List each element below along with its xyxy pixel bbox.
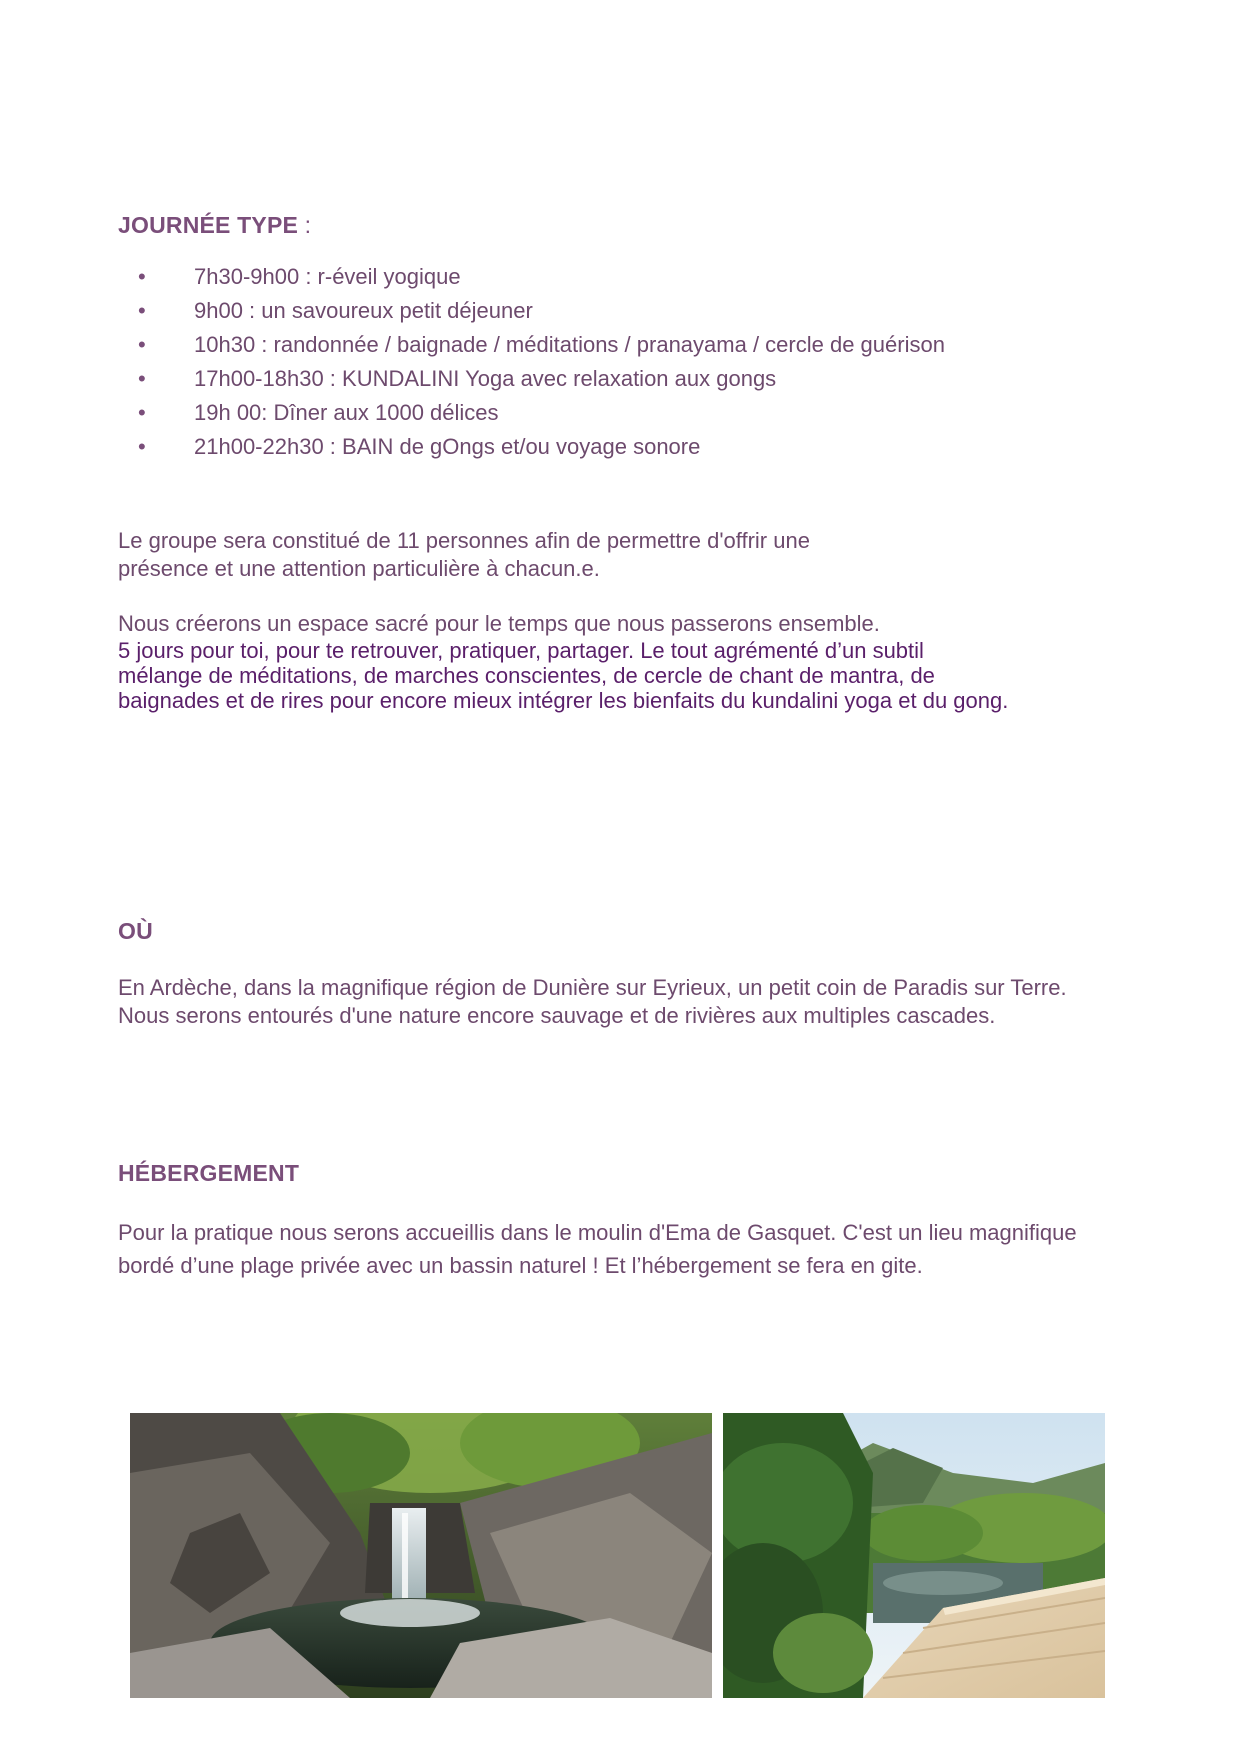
paragraph-hebergement xyxy=(118,1216,1148,1282)
waterfall-photo xyxy=(130,1413,712,1698)
schedule-list xyxy=(138,262,945,466)
paragraph-espace-sacre xyxy=(118,610,1148,638)
list-item-text: 21h00-22h30 : BAIN de gOngs et/ou voyage sonore xyxy=(194,434,701,459)
section-title-journee-type xyxy=(118,212,311,239)
list-item xyxy=(138,398,945,432)
river-deck-photo xyxy=(723,1413,1105,1698)
paragraph-line: En Ardèche, dans la magnifique région de Dunière sur Eyrieux, un petit coin de Paradis sur Terre. xyxy=(118,975,1067,1000)
paragraph-ou xyxy=(118,974,1148,1030)
list-item-text: 7h30-9h00 : r-éveil yogique xyxy=(194,264,461,289)
paragraph-line: 5 jours pour toi, pour te retrouver, pratiquer, partager. Le tout agrémenté d’un subtil xyxy=(118,638,924,663)
list-item xyxy=(138,364,945,398)
section-title-text: JOURNÉE TYPE xyxy=(118,212,299,238)
list-item xyxy=(138,432,945,466)
bullet-icon: • xyxy=(138,366,146,391)
paragraph-line: Pour la pratique nous serons accueillis dans le moulin d'Ema de Gasquet. C'est un lieu magnifique xyxy=(118,1220,1077,1245)
bullet-icon: • xyxy=(138,434,146,459)
section-title-colon: : xyxy=(298,212,312,238)
list-item-text: 9h00 : un savoureux petit déjeuner xyxy=(194,298,533,323)
bullet-icon: • xyxy=(138,332,146,357)
list-item-text: 19h 00: Dîner aux 1000 délices xyxy=(194,400,499,425)
list-item xyxy=(138,262,945,296)
paragraph-line: Nous serons entourés d'une nature encore sauvage et de rivières aux multiples cascades. xyxy=(118,1003,996,1028)
list-item-text: 17h00-18h30 : KUNDALINI Yoga avec relaxation aux gongs xyxy=(194,366,777,391)
paragraph-line: Nous créerons un espace sacré pour le temps que nous passerons ensemble. xyxy=(118,611,880,636)
paragraph-line: Le groupe sera constitué de 11 personnes afin de permettre d'offrir une xyxy=(118,528,810,553)
paragraph-line: bordé d’une plage privée avec un bassin naturel ! Et l’hébergement se fera en gite. xyxy=(118,1253,923,1278)
bullet-icon: • xyxy=(138,264,146,289)
bullet-icon: • xyxy=(138,298,146,323)
paragraph-line: présence et une attention particulière à chacun.e. xyxy=(118,556,600,581)
paragraph-groupe xyxy=(118,527,1148,583)
paragraph-line: baignades et de rires pour encore mieux intégrer les bienfaits du kundalini yoga et du gong. xyxy=(118,688,1009,713)
paragraph-cinq-jours xyxy=(118,638,1148,713)
paragraph-line: mélange de méditations, de marches conscientes, de cercle de chant de mantra, de xyxy=(118,663,935,688)
section-title-ou: OÙ xyxy=(118,918,153,944)
list-item xyxy=(138,330,945,364)
list-item-text: 10h30 : randonnée / baignade / méditations / pranayama / cercle de guérison xyxy=(194,332,945,357)
bullet-icon: • xyxy=(138,400,146,425)
section-title-hebergement: HÉBERGEMENT xyxy=(118,1160,300,1186)
list-item xyxy=(138,296,945,330)
